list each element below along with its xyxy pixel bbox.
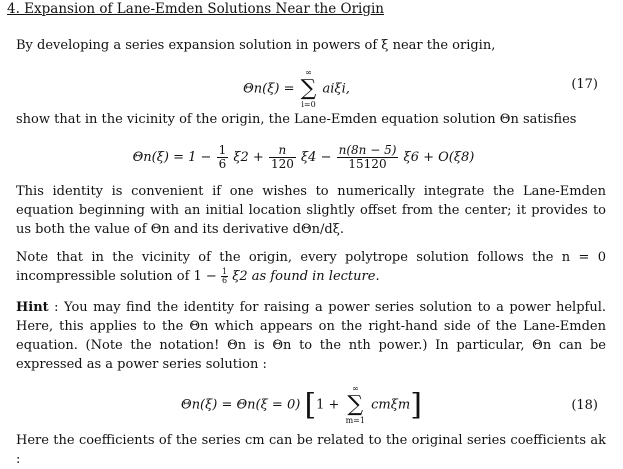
eq18-sum-upper: ∞ — [351, 384, 359, 393]
eq18-lhs: Θn(ξ) = Θn(ξ = 0) — [181, 397, 301, 413]
paragraph-hint — [16, 298, 606, 374]
note-text: Note that in the vicinity of the origin, every polytrope solution follows the n = 0 incompressible solution of 1 − — [16, 250, 606, 284]
paragraph-note — [16, 248, 606, 286]
eq17-term: aiξi, — [322, 81, 350, 97]
series-frac-1: $\frac{1}{6}$ — [218, 143, 227, 171]
eq18-sum-lower: m=1 — [345, 416, 365, 425]
eq18-close-bracket: ] — [410, 387, 422, 423]
eq17-lhs: Θn(ξ) = — [243, 81, 295, 97]
equation-number-18: (18) — [571, 398, 598, 413]
series-frac-3: $\frac{n(8n - 5)}{15120}$ — [338, 143, 397, 171]
equation-18 — [0, 384, 623, 430]
eq18-one: 1 + — [316, 397, 340, 413]
equation-number-17: (17) — [571, 77, 598, 92]
equation-17 — [0, 64, 623, 109]
note-frac: $\frac{1}{6}$ — [221, 267, 228, 285]
section-heading: 4. Expansion of Lane-Emden Solutions Near the Origin — [7, 1, 384, 17]
eq17-sum-lower: i=0 — [301, 100, 316, 109]
hint-text: : You may find the identity for raising a power series solution to a power helpful. Here, this applies to the Θn which appears on the right-hand side of the Lane-Emden equation. (Note the notation! Θn is Θn to the nth power.) In particular, Θn can be expressed as a power series solution : — [16, 300, 606, 372]
paragraph-coefficients: Here the coefficients of the series cm can be related to the original series coefficients ak : — [16, 433, 606, 467]
equation-series — [0, 142, 623, 180]
eq17-sum-upper: ∞ — [305, 68, 312, 77]
paragraph-intro: By developing a series expansion solution in powers of ξ near the origin, — [16, 38, 496, 53]
eq18-open-bracket: [ — [304, 387, 317, 423]
paragraph-convenient: This identity is convenient if one wishes to numerically integrate the Lane-Emden equation beginning with an initial location slightly offset from the center; it provides to us both the value of Θn and its derivative dΘn/dξ. — [16, 184, 606, 237]
paragraph-show: show that in the vicinity of the origin, the Lane-Emden equation solution Θn satisfies — [16, 112, 577, 127]
series-frac-2: $\frac{n}{120}$ — [270, 143, 294, 171]
series-lhs: Θn(ξ) = 1 − — [132, 150, 212, 165]
series-term-3: ξ6 + O(ξ8) — [403, 150, 475, 165]
eq17-sum: ∞ ∑ i=0 — [300, 68, 317, 109]
eq18-sum: ∞ ∑ m=1 — [345, 384, 365, 425]
note-tail: ξ2 as found in lecture. — [232, 269, 380, 284]
series-term-1: ξ2 + — [233, 150, 264, 165]
hint-label: Hint — [16, 300, 49, 315]
series-term-2: ξ4 − — [301, 150, 332, 165]
eq18-term: cmξm — [371, 397, 411, 413]
